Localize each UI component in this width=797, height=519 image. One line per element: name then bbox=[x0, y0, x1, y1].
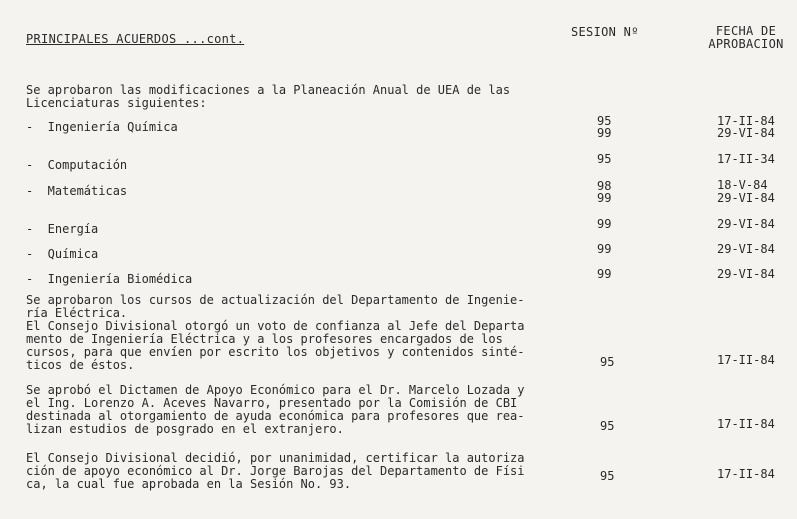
paragraph-line: ción de apoyo económico al Dr. Jorge Barojas del Departamento de Físi bbox=[26, 464, 525, 478]
session-column-header: SESION Nº bbox=[571, 25, 639, 39]
paragraph-line: Se aprobaron los cursos de actualización del Departamento de Ingenie- bbox=[26, 293, 525, 307]
paragraph-line: cursos, para que envíen por escrito los objetivos y contenidos sinté- bbox=[26, 345, 525, 359]
session-number: 95 bbox=[600, 419, 615, 433]
paragraph-line: mento de Ingeniería Eléctrica y a los profesores encargados de los bbox=[26, 332, 503, 346]
session-number: 98 bbox=[597, 179, 612, 193]
date-column-header-line1: FECHA DE bbox=[715, 24, 777, 38]
block1-intro-line2: Licenciaturas siguientes: bbox=[26, 96, 207, 110]
session-number: 99 bbox=[597, 267, 612, 281]
approval-date: 29-VI-84 bbox=[717, 267, 775, 281]
session-number: 99 bbox=[597, 191, 612, 205]
paragraph-line: Se aprobó el Dictamen de Apoyo Económico para el Dr. Marcelo Lozada y bbox=[26, 383, 525, 397]
approval-date: 17-II-84 bbox=[717, 467, 775, 481]
session-number: 99 bbox=[597, 242, 612, 256]
approval-date: 17-II-84 bbox=[717, 353, 775, 367]
paragraph-line: destinada al otorgamiento de ayuda económica para profesores que rea- bbox=[26, 409, 525, 423]
approval-date: 29-VI-84 bbox=[717, 126, 775, 140]
approval-date: 18-V-84 bbox=[717, 178, 768, 192]
session-number: 95 bbox=[597, 152, 612, 166]
list-item-label: - Energía bbox=[26, 222, 99, 236]
approval-date: 29-VI-84 bbox=[717, 191, 775, 205]
list-item-label: - Ingeniería Química bbox=[26, 120, 178, 134]
paragraph-line: El Consejo Divisional otorgó un voto de confianza al Jefe del Departa bbox=[26, 319, 525, 333]
paragraph-line: ría Eléctrica. bbox=[26, 306, 128, 320]
list-item-label: - Computación bbox=[26, 158, 128, 172]
paragraph-line: El Consejo Divisional decidió, por unanimidad, certificar la autoriza bbox=[26, 451, 525, 465]
session-number: 99 bbox=[597, 217, 612, 231]
date-column-header-line2: APROBACION bbox=[708, 37, 784, 51]
session-number: 99 bbox=[597, 126, 612, 140]
approval-date: 17-II-34 bbox=[717, 152, 775, 166]
list-item-label: - Química bbox=[26, 247, 99, 261]
session-number: 95 bbox=[597, 114, 612, 128]
paragraph-line: lizan estudios de posgrado en el extranjero. bbox=[26, 422, 344, 436]
session-number: 95 bbox=[600, 355, 615, 369]
session-number: 95 bbox=[600, 469, 615, 483]
list-item-label: - Ingeniería Biomédica bbox=[26, 272, 193, 286]
page-title: PRINCIPALES ACUERDOS ...cont. bbox=[26, 32, 245, 46]
approval-date: 17-II-84 bbox=[717, 417, 775, 431]
paragraph-line: el Ing. Lorenzo A. Aceves Navarro, presentado por la Comisión de CBI bbox=[26, 396, 518, 410]
approval-date: 29-VI-84 bbox=[717, 217, 775, 231]
approval-date: 17-II-84 bbox=[717, 114, 775, 128]
block1-intro-line1: Se aprobaron las modificaciones a la Planeación Anual de UEA de las bbox=[26, 83, 511, 97]
approval-date: 29-VI-84 bbox=[717, 242, 775, 256]
paragraph-line: ticos de éstos. bbox=[26, 358, 135, 372]
paragraph-line: ca, la cual fue aprobada en la Sesión No. 93. bbox=[26, 477, 352, 491]
list-item-label: - Matemáticas bbox=[26, 184, 128, 198]
